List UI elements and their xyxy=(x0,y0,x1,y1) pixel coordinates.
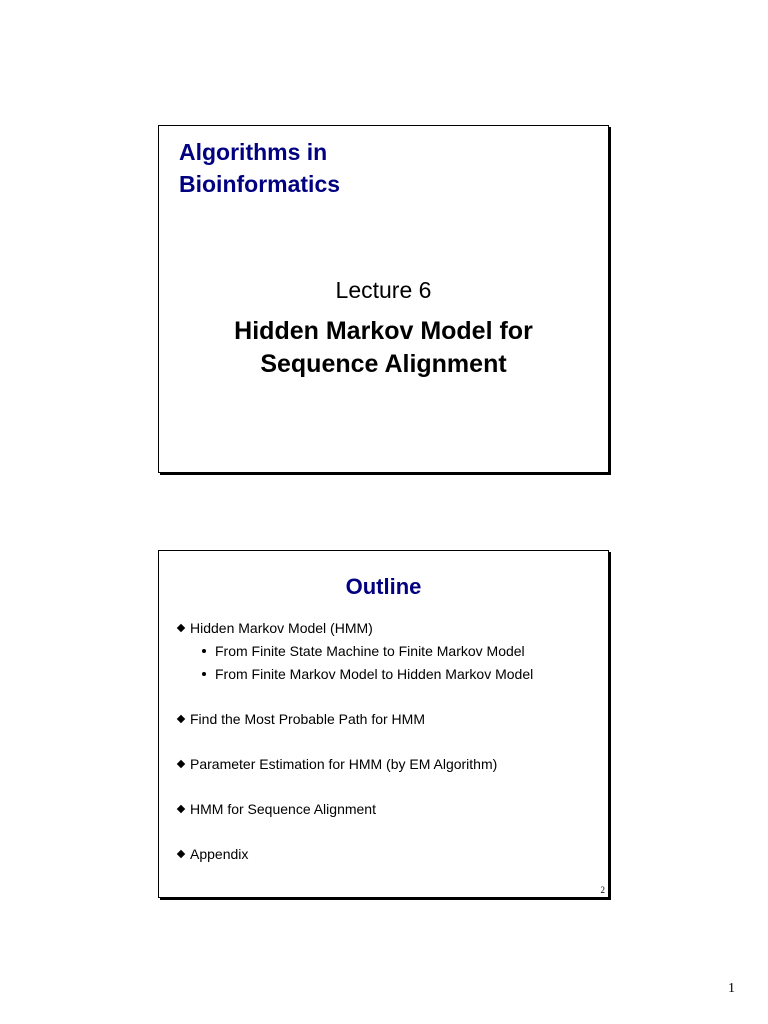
course-title xyxy=(179,136,340,200)
diamond-bullet-icon xyxy=(177,850,185,858)
outline-item xyxy=(178,843,598,866)
outline-item xyxy=(178,753,598,776)
lecture-title-line-2: Sequence Alignment xyxy=(260,350,507,378)
outline-item-text: Parameter Estimation for HMM (by EM Algorithm) xyxy=(190,756,498,772)
diamond-bullet-icon xyxy=(177,715,185,723)
outline-item xyxy=(178,798,598,821)
lecture-title-line-1: Hidden Markov Model for xyxy=(234,317,533,345)
course-title-line-2: Bioinformatics xyxy=(179,171,341,197)
lecture-number: Lecture 6 xyxy=(335,277,432,303)
diamond-bullet-icon xyxy=(177,805,185,813)
outline-item-text: HMM for Sequence Alignment xyxy=(190,801,376,817)
dot-bullet-icon xyxy=(202,649,206,653)
outline-sub-item-text: From Finite Markov Model to Hidden Markov Model xyxy=(215,666,534,682)
page-number: 1 xyxy=(728,981,735,996)
outline-item xyxy=(178,708,598,731)
outline-item-text: Hidden Markov Model (HMM) xyxy=(190,620,373,636)
outline-heading: Outline xyxy=(345,574,422,599)
lecture-title xyxy=(159,315,608,381)
slide-number: 2 xyxy=(600,885,605,895)
outline-sub-item xyxy=(202,640,598,663)
slide-2 xyxy=(158,550,609,898)
slide-1 xyxy=(158,125,609,473)
outline-item-text: Find the Most Probable Path for HMM xyxy=(190,711,425,727)
diamond-bullet-icon xyxy=(177,760,185,768)
outline-item-text: Appendix xyxy=(190,846,249,862)
course-title-line-1: Algorithms in xyxy=(179,139,328,165)
diamond-bullet-icon xyxy=(177,624,185,632)
outline-sub-item-text: From Finite State Machine to Finite Markov Model xyxy=(215,643,525,659)
outline-sub-list xyxy=(178,640,598,686)
outline-item xyxy=(178,617,598,686)
outline-sub-item xyxy=(202,663,598,686)
outline-list xyxy=(178,617,598,866)
dot-bullet-icon xyxy=(202,672,206,676)
